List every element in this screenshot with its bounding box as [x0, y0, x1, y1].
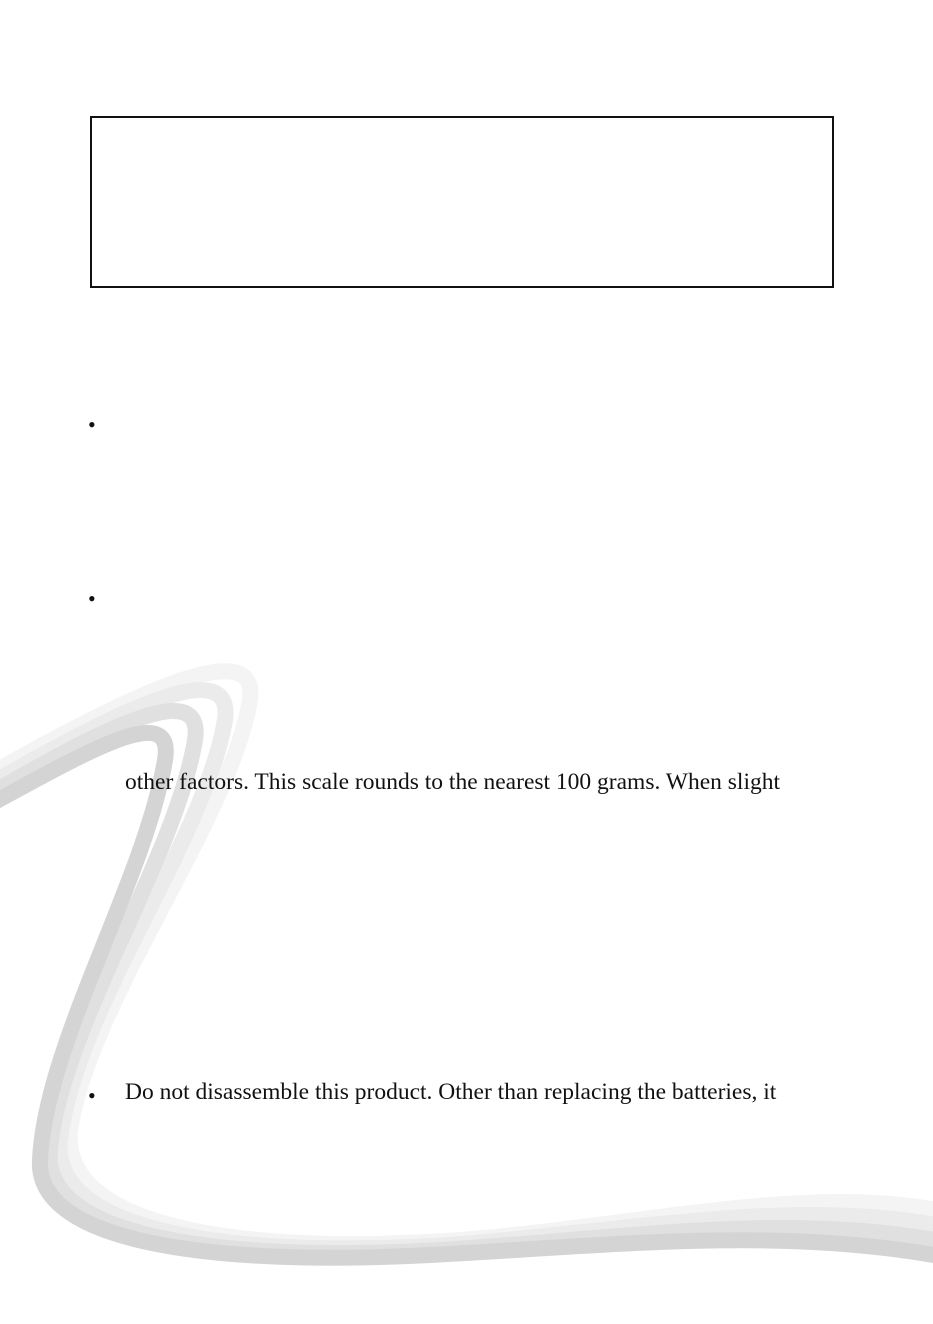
fragment-text-line: other factors. This scale rounds to the nearest 100 grams. When slight — [125, 769, 781, 795]
bullet-marker: • — [88, 1083, 96, 1108]
bullet-marker: • — [88, 412, 96, 437]
bullet-text-line: Do not disassemble this product. Other than replacing the batteries, it — [125, 1079, 777, 1105]
bullet-marker: • — [88, 586, 96, 611]
notice-box — [90, 116, 834, 288]
